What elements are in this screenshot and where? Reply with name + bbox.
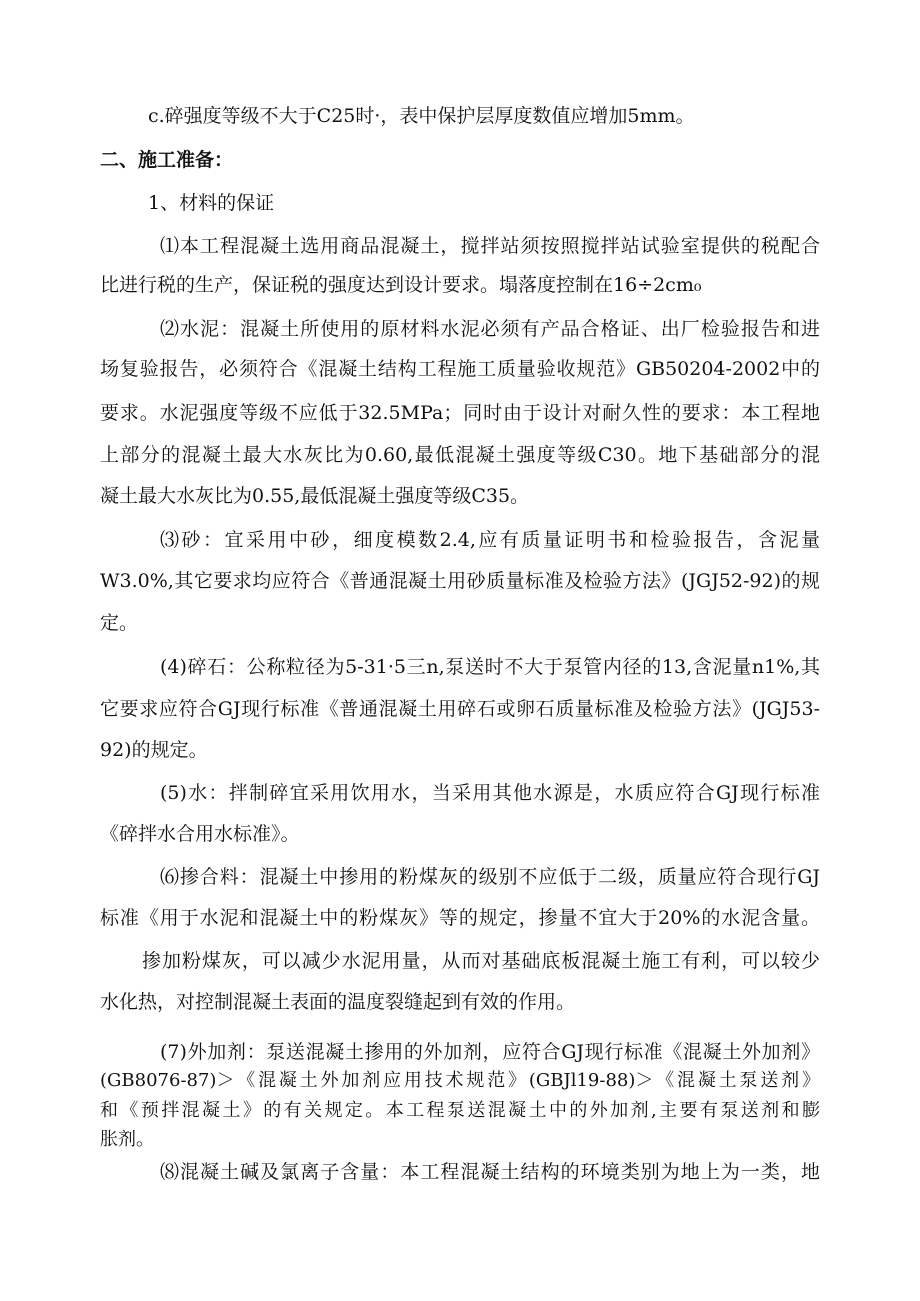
paragraph-2-line-5: 凝土最大水灰比为0.55,最低混凝土强度等级C35。 <box>100 485 530 507</box>
paragraph-3-line-1: ⑶砂：宜采用中砂，细度模数2.4,应有质量证明书和检验报告，含泥量 <box>160 529 820 551</box>
paragraph-6b-line-2: 水化热，对控制混凝土表面的温度裂缝起到有效的作用。 <box>100 991 576 1013</box>
paragraph-4-line-2: 它要求应符合GJ现行标准《普通混凝土用碎石或卵石质量标准及检验方法》(JGJ53- <box>100 698 820 720</box>
paragraph-1-line-2: 比进行税的生产，保证税的强度达到设计要求。塌落度控制在16÷2cm₀ <box>100 274 702 296</box>
paragraph-3-line-2: W3.0%,其它要求均应符合《普通混凝土用砂质量标准及检验方法》(JGJ52-92)的规 <box>100 570 820 592</box>
paragraph-5-line-1: (5)水：拌制碎宜采用饮用水，当采用其他水源是，水质应符合GJ现行标准 <box>160 782 820 804</box>
paragraph-7-line-1: (7)外加剂：泵送混凝土掺用的外加剂，应符合GJ现行标准《混凝土外加剂》 <box>160 1041 820 1063</box>
paragraph-7-line-4: 胀剂。 <box>100 1129 154 1150</box>
paragraph-2-line-3: 要求。水泥强度等级不应低于32.5MPa；同时由于设计对耐久性的要求：本工程地 <box>100 402 820 424</box>
paragraph-2-line-1: ⑵水泥：混凝土所使用的原材料水泥必须有产品合格证、出厂检验报告和进 <box>160 318 820 340</box>
paragraph-8-line-1: ⑻混凝土碱及氯离子含量：本工程混凝土结构的环境类别为地上为一类，地 <box>160 1161 820 1183</box>
paragraph-4-line-3: 92)的规定。 <box>100 739 208 761</box>
paragraph-7-line-2: (GB8076-87)＞《混凝土外加剂应用技术规范》(GBJl19-88)＞《混凝土泵送剂》 <box>100 1070 820 1091</box>
paragraph-3-line-3: 定。 <box>100 612 139 634</box>
paragraph-2-line-4: 上部分的混凝土最大水灰比为0.60,最低混凝土强度等级C30。地下基础部分的混 <box>100 444 820 466</box>
paragraph-6b-line-1: 掺加粉煤灰，可以减少水泥用量，从而对基础底板混凝土施工有利，可以较少 <box>142 950 820 972</box>
paragraph-2-line-2: 场复验报告，必须符合《混凝土结构工程施工质量验收规范》GB50204-2002中的 <box>100 358 820 380</box>
paragraph-1-line-1: ⑴本工程混凝土选用商品混凝土，搅拌站须按照搅拌站试验室提供的税配合 <box>160 235 820 257</box>
paragraph-6-line-1: ⑹掺合料：混凝土中掺用的粉煤灰的级别不应低于二级，质量应符合现行GJ <box>160 866 820 888</box>
paragraph-7-line-3: 和《预拌混凝土》的有关规定。本工程泵送混凝土中的外加剂,主要有泵送剂和膨 <box>100 1100 820 1121</box>
paragraph-6-line-2: 标准《用于水泥和混凝土中的粉煤灰》等的规定，掺量不宜大于20%的水泥含量。 <box>100 907 820 929</box>
paragraph-5-line-2: 《碎拌水合用水标准》。 <box>100 823 300 845</box>
subsection-title: 1、材料的保证 <box>148 192 275 214</box>
note-c: c.碎强度等级不大于C25时·，表中保护层厚度数值应增加5mm。 <box>148 105 695 127</box>
paragraph-4-line-1: (4)碎石：公称粒径为5-31·5三n,泵送时不大于泵管内径的13,含泥量n1%,其 <box>160 656 820 678</box>
section-title: 二、施工准备： <box>100 149 234 171</box>
